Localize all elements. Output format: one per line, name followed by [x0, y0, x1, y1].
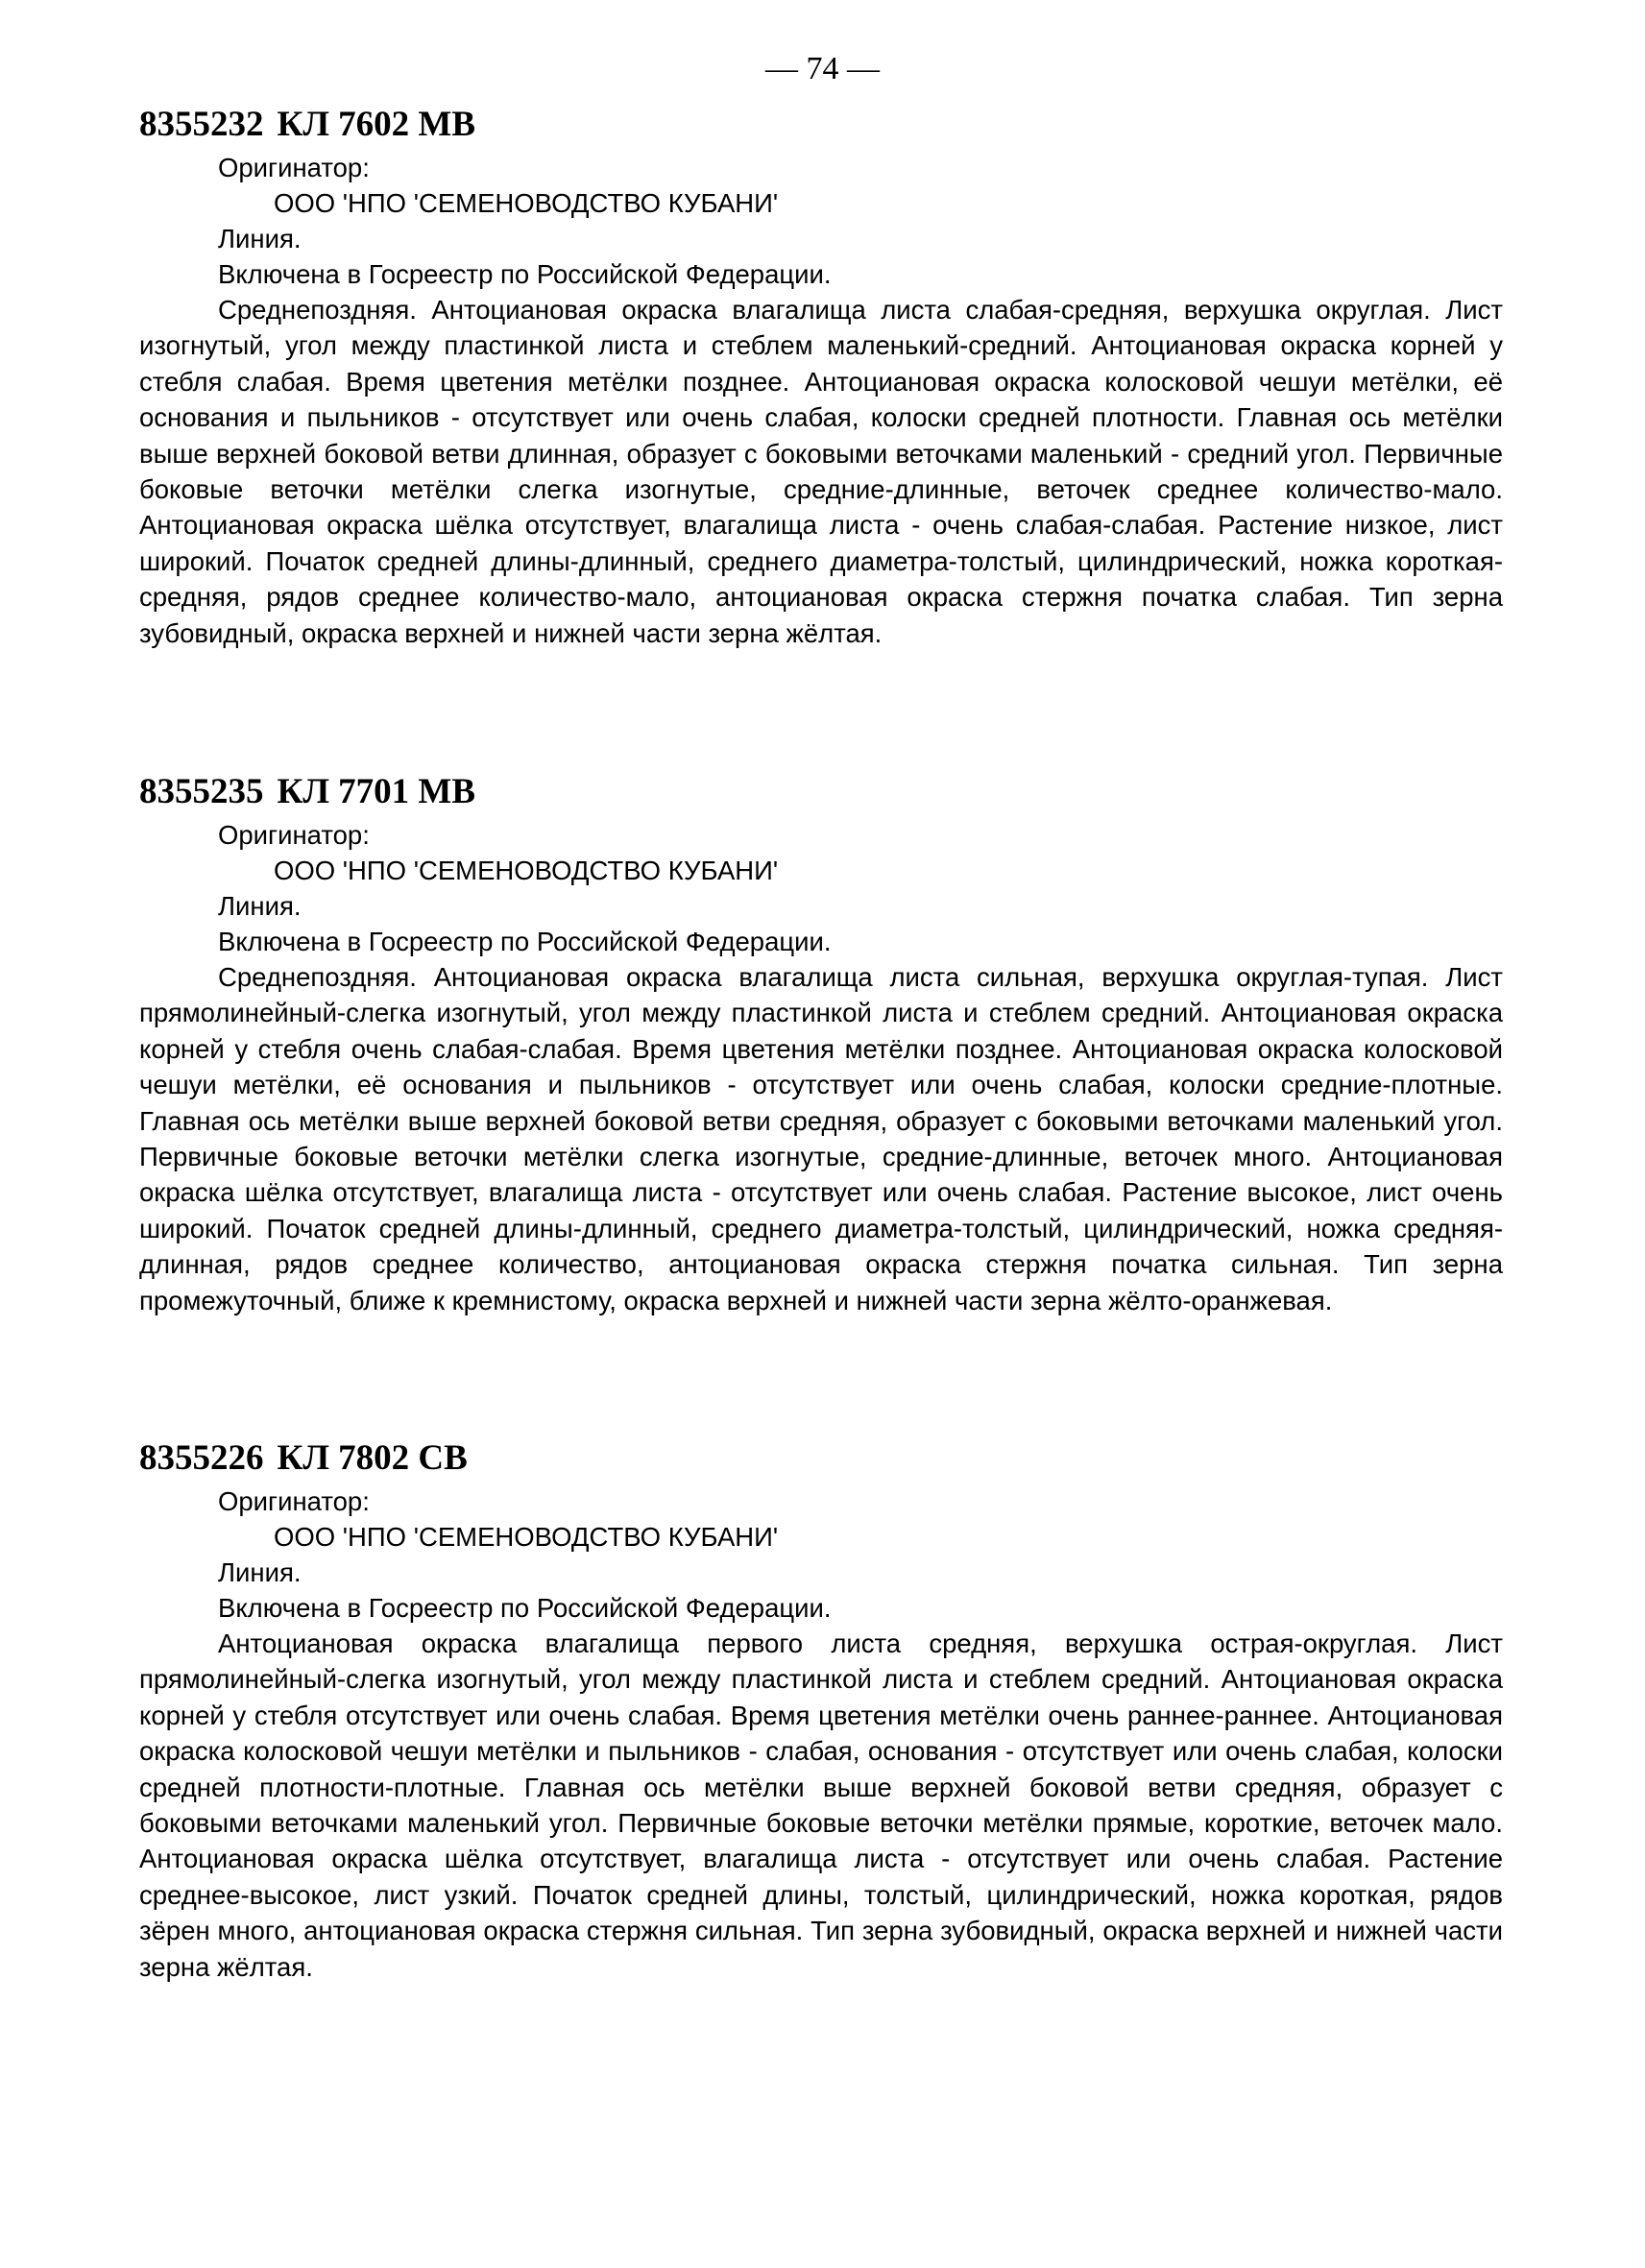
- variety-entry: [139, 104, 1503, 651]
- originator-label: Оригинатор:: [218, 1486, 370, 1516]
- originator-name: ООО 'НПО 'СЕМЕНОВОДСТВО КУБАНИ': [274, 1522, 779, 1552]
- entry-code: 8355226: [139, 1438, 264, 1478]
- entry-title: [139, 104, 1503, 146]
- originator-name: ООО 'НПО 'СЕМЕНОВОДСТВО КУБАНИ': [274, 856, 779, 885]
- registry-status: Включена в Госреестр по Российской Федерации.: [218, 927, 832, 956]
- originator-label: Оригинатор:: [218, 820, 370, 850]
- variety-type: Линия.: [218, 1557, 302, 1587]
- originator-label: Оригинатор:: [218, 153, 370, 182]
- entry-title: [139, 771, 1503, 813]
- variety-entry: [139, 1437, 1503, 1985]
- variety-description: Среднепоздняя. Антоциановая окраска влагалища листа слабая-средняя, верхушка округлая. Лист изогнутый, угол между пластинкой листа и стеблем маленький-средний. Антоциановая окраска корней у стебля слабая. Время цветения метёлки позднее. Антоциановая окраска колосковой чешуи метёлки, её основания и пыльников - отсутствует или очень слабая, колоски средней плотности. Главная ось метёлки выше верхней боковой ветви длинная, образует с боковыми веточками маленький - средний угол. Первичные боковые веточки метёлки слегка изогнутые, средние-длинные, веточек среднее количество-мало. Антоциановая окраска шёлка отсутствует, влагалища листа - очень слабая-слабая. Растение низкое, лист широкий. Початок средней длины-длинный, среднего диаметра-толстый, цилиндрический, ножка короткая-средняя, рядов среднее количество-мало, антоциановая окраска стержня початка слабая. Тип зерна зубовидный, окраска верхней и нижней части зерна жёлтая.: [139, 295, 1503, 648]
- variety-description: Среднепоздняя. Антоциановая окраска влагалища листа сильная, верхушка округлая-тупая. Лист прямолинейный-слегка изогнутый, угол между пластинкой листа и стеблем средний. Антоциановая окраска корней у стебля очень слабая-слабая. Время цветения метёлки позднее. Антоциановая окраска колосковой чешуи метёлки, её основания и пыльников - отсутствует или очень слабая, колоски средние-плотные. Главная ось метёлки выше верхней боковой ветви средняя, образует с боковыми веточками маленький угол. Первичные боковые веточки метёлки слегка изогнутые, средние-длинные, веточек много. Антоциановая окраска шёлка отсутствует, влагалища листа - отсутствует или очень слабая. Растение высокое, лист очень широкий. Початок средней длины-длинный, среднего диаметра-толстый, цилиндрический, ножка средняя-длинная, рядов среднее количество, антоциановая окраска стержня початка сильная. Тип зерна промежуточный, ближе к кремнистому, окраска верхней и нижней части зерна жёлто-оранжевая.: [139, 962, 1503, 1315]
- entry-variety-name: КЛ 7701 МВ: [277, 772, 475, 811]
- originator-name: ООО 'НПО 'СЕМЕНОВОДСТВО КУБАНИ': [274, 188, 779, 218]
- variety-description: Антоциановая окраска влагалища первого листа средняя, верхушка острая-округлая. Лист прямолинейный-слегка изогнутый, угол между пластинкой листа и стеблем средний. Антоциановая окраска корней у стебля отсутствует или очень слабая. Время цветения метёлки очень раннее-раннее. Антоциановая окраска колосковой чешуи метёлки и пыльников - слабая, основания - отсутствует или очень слабая, колоски средней плотности-плотные. Главная ось метёлки выше верхней боковой ветви средняя, образует с боковыми веточками маленький угол. Первичные боковые веточки метёлки прямые, короткие, веточек мало. Антоциановая окраска шёлка отсутствует, влагалища листа - отсутствует или очень слабая. Растение среднее-высокое, лист узкий. Початок средней длины, толстый, цилиндрический, ножка короткая, рядов зёрен много, антоциановая окраска стержня сильная. Тип зерна зубовидный, окраска верхней и нижней части зерна жёлтая.: [139, 1629, 1503, 1982]
- variety-type: Линия.: [218, 224, 302, 253]
- variety-entry: [139, 771, 1503, 1318]
- variety-type: Линия.: [218, 891, 302, 921]
- entry-variety-name: КЛ 7802 СВ: [277, 1438, 468, 1478]
- registry-status: Включена в Госреестр по Российской Федерации.: [218, 259, 832, 289]
- entry-title: [139, 1437, 1503, 1480]
- entry-code: 8355232: [139, 105, 264, 144]
- entry-variety-name: КЛ 7602 МВ: [277, 105, 475, 144]
- page-number: — 74 —: [765, 51, 880, 86]
- entry-code: 8355235: [139, 772, 264, 811]
- registry-status: Включена в Госреестр по Российской Федерации.: [218, 1593, 832, 1623]
